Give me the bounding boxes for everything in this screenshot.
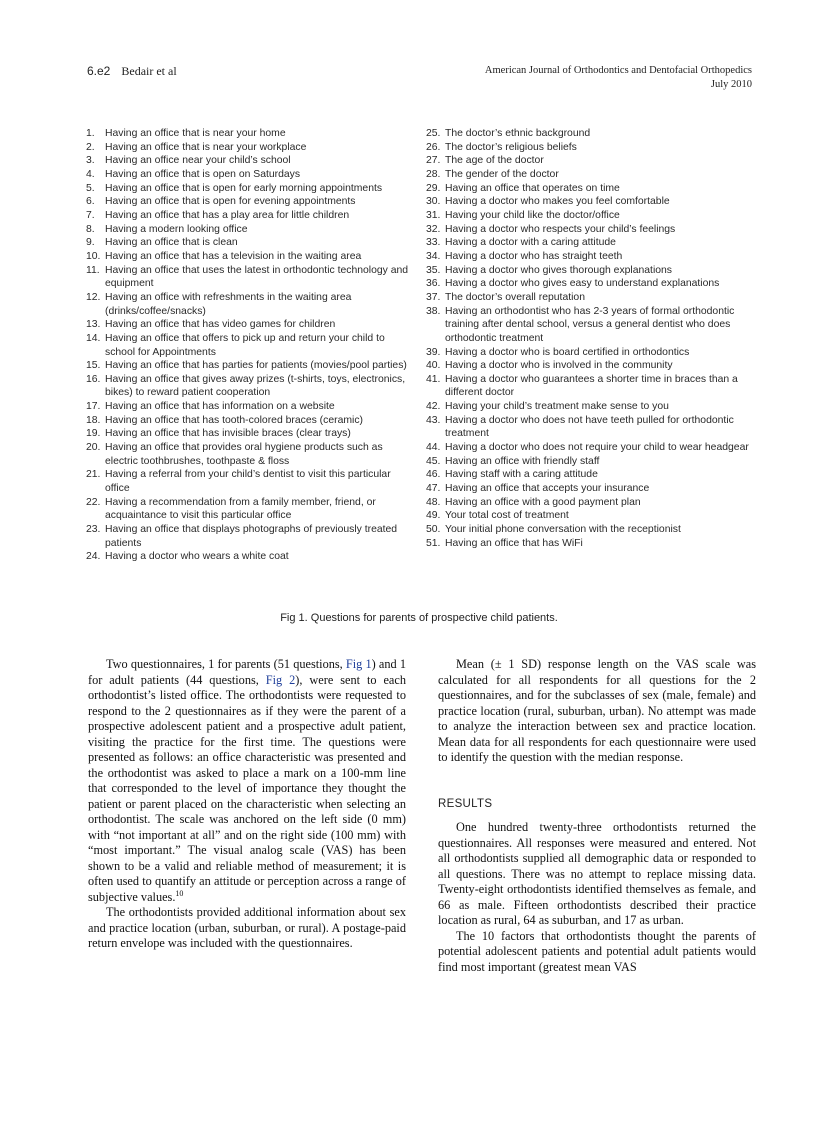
authors: Bedair et al: [121, 64, 177, 78]
question-item: [426, 264, 761, 278]
question-item: [86, 168, 416, 182]
question-item: [86, 400, 416, 414]
question-text: Having an office that has invisible braces (clear trays): [105, 428, 351, 440]
question-item: [426, 400, 761, 414]
question-item: [426, 291, 761, 305]
question-number: 34.: [426, 250, 441, 262]
question-text: Your initial phone conversation with the receptionist: [445, 524, 681, 536]
running-header-left: [87, 64, 177, 79]
paragraph-demographics: The orthodontists provided additional information about sex and practice location (urban, suburban, or rural). A postage-paid return envelope was included with the questionnaires.: [88, 905, 406, 950]
page-number: 6.e2: [87, 64, 111, 78]
question-item: [426, 509, 761, 523]
figure-question-list-left: [86, 127, 416, 564]
question-number: 45.: [426, 455, 441, 467]
question-text: Having an office that is clean: [105, 237, 238, 249]
running-header-right: [485, 64, 752, 91]
question-text: Having a doctor who has straight teeth: [445, 250, 623, 262]
text-run: ), were sent to each orthodontist’s listed office. The orthodontists were requested to respond to the 2 questionnaires as if they were the parent of a prospective adolescent patient and a prospective adult patient, visiting the practice for the first time. The questions were presented as follows: an office characteristic was presented and the orthodontist was asked to place a mark on a 100-mm line that corresponded to the level of importance they thought the patient or parent placed on the characteristic when selecting an orthodontist. The scale was anchored on the left side (0 mm) with “not important at all” and on the right side (100 mm) with “most important.” The visual analog scale (VAS) has been shown to be a valid and reliable method of measurement; it is often used to quantify an attitude or perception across a range of subjective values.: [88, 672, 406, 904]
question-text: Having an office that is open for evening appointments: [105, 196, 356, 208]
question-number: 39.: [426, 346, 441, 358]
question-number: 32.: [426, 223, 441, 235]
question-text: Having an office that accepts your insurance: [445, 483, 650, 495]
question-number: 6.: [86, 196, 95, 208]
question-text: Having an office that has WiFi: [445, 537, 583, 549]
question-number: 17.: [86, 401, 101, 413]
question-item: [86, 236, 416, 250]
question-number: 8.: [86, 223, 95, 235]
question-item: [426, 496, 761, 510]
question-text: Having a doctor who respects your child’s feelings: [445, 223, 676, 235]
question-item: [426, 195, 761, 209]
question-number: 47.: [426, 483, 441, 495]
question-text: Having a doctor who wears a white coat: [105, 551, 289, 563]
question-text: Having a doctor who does not require your child to wear headgear: [445, 442, 749, 454]
question-item: [426, 154, 761, 168]
question-item: [86, 154, 416, 168]
question-item: [86, 550, 416, 564]
question-text: Having a doctor who is board certified in orthodontics: [445, 346, 690, 358]
question-item: [426, 209, 761, 223]
question-number: 43.: [426, 414, 441, 426]
question-number: 10.: [86, 250, 101, 262]
question-text: Having an office that has tooth-colored braces (ceramic): [105, 414, 363, 426]
question-item: [86, 209, 416, 223]
question-text: The doctor’s religious beliefs: [445, 141, 577, 153]
question-item: [426, 373, 761, 400]
question-text: Having an office that is near your home: [105, 128, 286, 139]
reference-link[interactable]: 10: [175, 888, 184, 898]
question-item: [86, 373, 416, 400]
question-number: 22.: [86, 496, 101, 508]
question-number: 9.: [86, 237, 95, 249]
question-text: Having an office that operates on time: [445, 182, 620, 194]
question-item: [426, 523, 761, 537]
question-item: [426, 223, 761, 237]
question-item: [426, 277, 761, 291]
question-text: Having an office that has a play area for little children: [105, 209, 350, 221]
question-text: The doctor’s ethnic background: [445, 128, 591, 139]
paragraph-methods: [88, 657, 406, 905]
question-number: 40.: [426, 360, 441, 372]
question-item: [426, 250, 761, 264]
question-number: 36.: [426, 278, 441, 290]
question-number: 3.: [86, 155, 95, 167]
question-text: The doctor’s overall reputation: [445, 291, 585, 303]
paragraph-results: One hundred twenty-three orthodontists returned the questionnaires. All responses were measured and entered. Not all orthodontists supplied all demographic data or responded to all questions. There was no attempt to replace missing data. Twenty-eight orthodontists identified themselves as female, and 66 as male. Fifteen orthodontists described their practice location as rural, 64 as suburban, and 17 as urban.: [438, 820, 756, 927]
question-number: 49.: [426, 510, 441, 522]
question-item: [86, 318, 416, 332]
question-number: 24.: [86, 551, 101, 563]
question-text: Having a referral from your child’s dentist to visit this particular office: [105, 469, 391, 495]
question-number: 28.: [426, 168, 441, 180]
question-text: Having an office that has video games for children: [105, 319, 336, 331]
question-number: 11.: [86, 264, 100, 276]
question-number: 2.: [86, 141, 95, 153]
body-column-left: [88, 657, 406, 952]
question-number: 19.: [86, 428, 101, 440]
question-item: [86, 127, 416, 141]
question-text: Having your child like the doctor/office: [445, 209, 620, 221]
question-item: [426, 182, 761, 196]
question-text: Having an office that has parties for patients (movies/pool parties): [105, 360, 407, 372]
question-text: Having an office that provides oral hygiene products such as electric toothbrushes, toothpaste & floss: [105, 442, 383, 467]
question-text: Having an office with refreshments in the waiting area (drinks/coffee/snacks): [105, 291, 352, 317]
question-item: [86, 441, 416, 468]
question-text: Having an office that gives away prizes (t-shirts, toys, electronics, bikes) to reward patient cooperation: [105, 373, 406, 399]
question-text: Having a doctor who guarantees a shorter time in braces than a different doctor: [445, 373, 738, 399]
question-number: 7.: [86, 209, 95, 221]
question-item: [86, 523, 416, 550]
question-number: 21.: [86, 469, 101, 481]
question-number: 29.: [426, 182, 441, 194]
question-item: [86, 414, 416, 428]
question-text: Having an office that has a television in the waiting area: [105, 250, 362, 262]
question-number: 44.: [426, 442, 441, 454]
body-column-right: [438, 657, 756, 975]
question-text: Having an office that is open for early morning appointments: [105, 182, 383, 194]
question-text: Having an orthodontist who has 2-3 years of formal orthodontic training after dental school, versus a general dentist who does orthodontic treatment: [445, 305, 735, 344]
figure-2-link[interactable]: Fig 2: [265, 672, 296, 687]
question-item: [86, 264, 416, 291]
question-item: [86, 250, 416, 264]
question-text: Having a doctor who does not have teeth pulled for orthodontic treatment: [445, 414, 734, 440]
question-number: 42.: [426, 401, 441, 413]
question-number: 26.: [426, 141, 441, 153]
question-item: [426, 346, 761, 360]
question-number: 30.: [426, 196, 441, 208]
question-text: Having a doctor who makes you feel comfortable: [445, 196, 670, 208]
paragraph-statistics: Mean (± 1 SD) response length on the VAS scale was calculated for all respondents for all questions for the 2 questionnaires, and for the subclasses of sex (male, female) and practice location (rural, suburban, urban). No attempt was made to analyze the interaction between sex and practice location. Mean data for all respondents for each questionnaire were used to identify the question with the median response.: [438, 657, 756, 764]
question-item: [426, 305, 761, 346]
question-number: 50.: [426, 524, 441, 536]
journal-title: American Journal of Orthodontics and Dentofacial Orthopedics: [484, 65, 752, 76]
text-run: ) and 1 for adult patients (44 questions,: [88, 657, 406, 687]
issue-date: July 2010: [710, 78, 752, 90]
figure-1-link[interactable]: Fig 1: [345, 657, 372, 671]
question-text: Having your child’s treatment make sense to you: [445, 401, 669, 413]
question-text: Your total cost of treatment: [445, 510, 569, 522]
question-item: [426, 127, 761, 141]
question-text: Having an office with friendly staff: [445, 455, 600, 467]
question-text: Having an office that uses the latest in orthodontic technology and equipment: [105, 264, 409, 290]
question-number: 4.: [86, 168, 95, 180]
question-text: Having a doctor who gives easy to understand explanations: [445, 278, 720, 290]
figure-caption: Fig 1. Questions for parents of prospective child patients.: [280, 612, 558, 624]
text-run: Two questionnaires, 1 for parents (51 questions,: [106, 657, 346, 671]
question-text: Having an office that has information on a website: [105, 401, 335, 413]
question-number: 5.: [86, 182, 95, 194]
question-text: The gender of the doctor: [445, 168, 559, 180]
question-item: [426, 236, 761, 250]
paragraph-top-factors: The 10 factors that orthodontists thought the parents of potential adolescent patients and potential adult patients would find most important (greatest mean VAS: [438, 928, 756, 974]
question-item: [86, 468, 416, 495]
question-number: 48.: [426, 496, 441, 508]
question-number: 16.: [86, 373, 101, 385]
question-item: [426, 168, 761, 182]
section-heading-results: RESULTS: [438, 797, 493, 810]
question-number: 18.: [86, 414, 101, 426]
question-item: [86, 359, 416, 373]
question-text: Having a doctor who is involved in the community: [445, 360, 673, 372]
question-text: Having an office that offers to pick up and return your child to school for Appointments: [105, 332, 385, 358]
question-text: Having a doctor with a caring attitude: [445, 237, 616, 249]
question-text: Having an office that is open on Saturdays: [105, 168, 301, 180]
figure-question-list-right: [426, 127, 761, 550]
question-number: 14.: [86, 332, 101, 344]
question-number: 13.: [86, 319, 101, 331]
question-number: 33.: [426, 237, 441, 249]
question-item: [426, 359, 761, 373]
question-item: [426, 441, 761, 455]
question-item: [86, 182, 416, 196]
question-number: 51.: [426, 537, 441, 549]
question-number: 37.: [426, 291, 441, 303]
question-item: [86, 496, 416, 523]
question-item: [86, 332, 416, 359]
question-item: [426, 537, 761, 551]
question-item: [86, 141, 416, 155]
question-number: 27.: [426, 155, 441, 167]
question-item: [426, 141, 761, 155]
question-text: Having an office that displays photographs of previously treated patients: [105, 524, 398, 549]
question-item: [86, 291, 416, 318]
question-text: Having an office near your child’s school: [105, 155, 291, 167]
question-text: Having staff with a caring attitude: [445, 469, 598, 481]
question-text: The age of the doctor: [445, 155, 544, 167]
question-item: [426, 468, 761, 482]
question-number: 38.: [426, 305, 441, 317]
question-number: 20.: [86, 442, 101, 454]
question-text: Having an office with a good payment plan: [445, 496, 641, 508]
question-number: 25.: [426, 128, 441, 139]
question-item: [86, 195, 416, 209]
question-item: [426, 482, 761, 496]
question-number: 23.: [86, 524, 101, 536]
question-number: 12.: [86, 291, 101, 303]
question-text: Having a doctor who gives thorough explanations: [445, 264, 673, 276]
question-item: [426, 455, 761, 469]
question-number: 46.: [426, 469, 441, 481]
question-text: Having a recommendation from a family member, friend, or acquaintance to visit this particular office: [105, 496, 376, 522]
question-item: [86, 223, 416, 237]
question-number: 35.: [426, 264, 441, 276]
question-number: 1.: [86, 128, 95, 139]
question-text: Having an office that is near your workplace: [105, 141, 307, 153]
question-number: 15.: [86, 360, 101, 372]
question-item: [426, 414, 761, 441]
question-item: [86, 427, 416, 441]
question-number: 31.: [426, 209, 441, 221]
question-number: 41.: [426, 373, 441, 385]
question-text: Having a modern looking office: [105, 223, 248, 235]
